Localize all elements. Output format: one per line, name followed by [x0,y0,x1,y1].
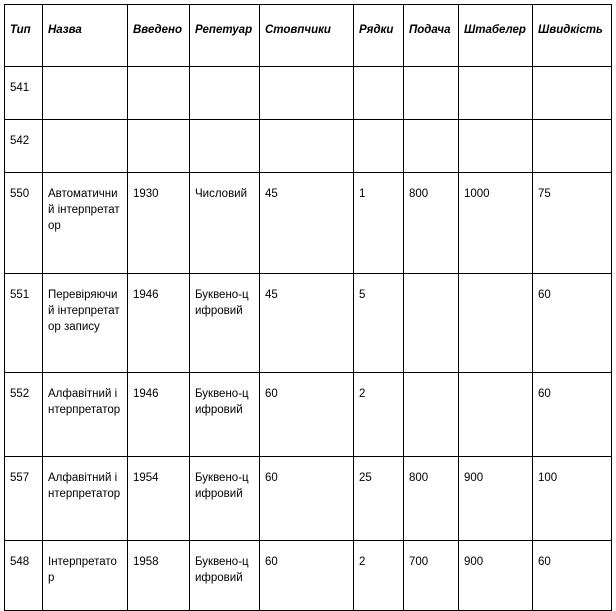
table-row [5,457,612,541]
table-cell: 100 [533,457,612,541]
header-cell: Стовпчики [260,5,354,67]
table-cell: 552 [5,373,43,457]
header-cell: Штабелер [459,5,533,67]
table-cell: Перевіряючий інтерпретатор запису [43,274,128,373]
table-cell: Буквено-цифровий [190,274,260,373]
table-cell: 60 [533,373,612,457]
table-cell [260,67,354,120]
table-cell: 75 [533,173,612,274]
table-cell: 60 [260,541,354,611]
table-cell [459,120,533,173]
table-cell: 548 [5,541,43,611]
table-cell [459,373,533,457]
header-cell: Введено [128,5,190,67]
table-cell: 5 [354,274,404,373]
table-cell: 2 [354,373,404,457]
table-cell: 60 [533,541,612,611]
table-cell: Інтерпретатор [43,541,128,611]
header-cell: Назва [43,5,128,67]
table-cell: Буквено-цифровий [190,457,260,541]
table-cell: 700 [404,541,459,611]
table-cell [404,67,459,120]
table-row [5,373,612,457]
table-cell: Автоматичний інтерпретатор [43,173,128,274]
table-cell: Алфавітний інтерпретатор [43,373,128,457]
table-row [5,541,612,611]
table-cell [404,373,459,457]
table-cell [354,120,404,173]
table-cell: Буквено-цифровий [190,541,260,611]
header-cell: Швидкість [533,5,612,67]
table-row [5,120,612,173]
table-cell: 1946 [128,274,190,373]
table-cell [459,274,533,373]
table-cell [533,120,612,173]
table-cell: Буквено-цифровий [190,373,260,457]
table-cell: 1000 [459,173,533,274]
table-cell [128,120,190,173]
table-cell: 1958 [128,541,190,611]
table-cell: 60 [260,373,354,457]
table-cell [190,120,260,173]
table-cell: 1930 [128,173,190,274]
table-cell: 541 [5,67,43,120]
table-cell [260,120,354,173]
table-cell [43,67,128,120]
header-row [5,5,612,67]
table-cell: Числовий [190,173,260,274]
table-cell: 1 [354,173,404,274]
table-cell: Алфавітний інтерпретатор [43,457,128,541]
table-cell [190,67,260,120]
table-cell: 2 [354,541,404,611]
table-cell: 550 [5,173,43,274]
table-cell: 551 [5,274,43,373]
table-row [5,274,612,373]
table-row [5,173,612,274]
table-cell: 45 [260,173,354,274]
interpreters-table [4,4,612,611]
header-cell: Репетуар [190,5,260,67]
table-body [5,67,612,611]
table-cell: 542 [5,120,43,173]
table-cell [459,67,533,120]
table-cell [533,67,612,120]
table-cell: 900 [459,541,533,611]
table-cell: 60 [533,274,612,373]
table-cell: 25 [354,457,404,541]
table-cell [354,67,404,120]
header-cell: Тип [5,5,43,67]
table-cell: 1946 [128,373,190,457]
table-cell [128,67,190,120]
header-cell: Рядки [354,5,404,67]
table-cell [43,120,128,173]
header-cell: Подача [404,5,459,67]
table-cell: 60 [260,457,354,541]
table-cell: 557 [5,457,43,541]
table-cell: 800 [404,173,459,274]
table-cell: 1954 [128,457,190,541]
table-cell: 900 [459,457,533,541]
table-cell: 45 [260,274,354,373]
table-row [5,67,612,120]
table-cell: 800 [404,457,459,541]
table-cell [404,274,459,373]
table-cell [404,120,459,173]
